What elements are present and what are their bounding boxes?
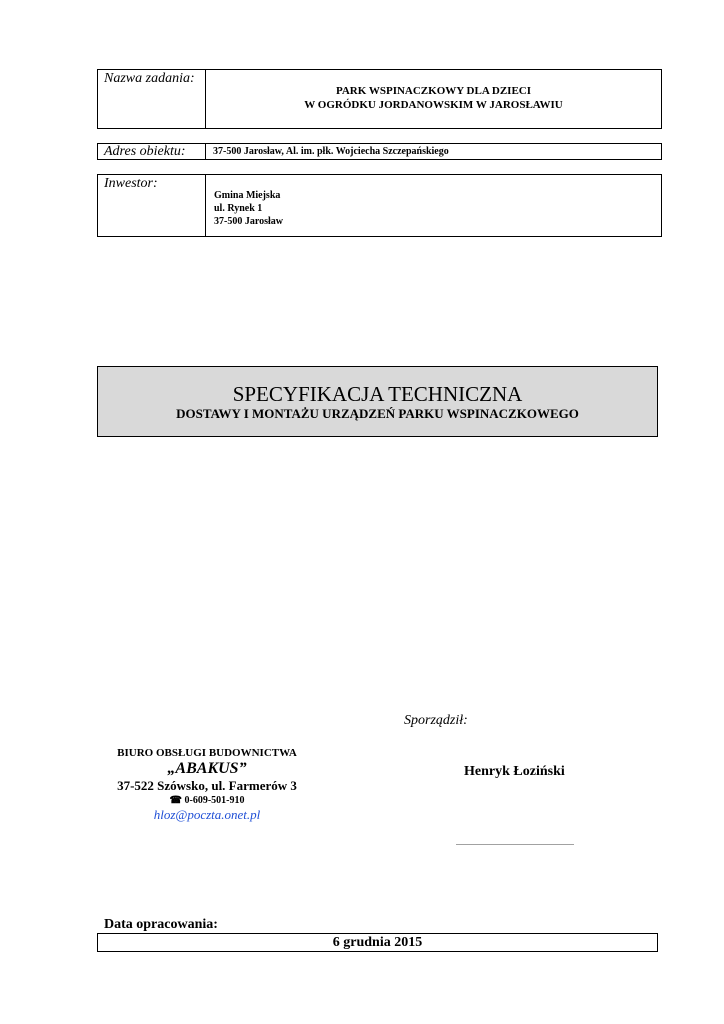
spec-subtitle: DOSTAWY I MONTAŻU URZĄDZEŃ PARKU WSPINACZKOWEGO <box>176 406 579 421</box>
address-label: Adres obiektu: <box>98 144 206 159</box>
date-label: Data opracowania: <box>104 917 218 932</box>
office-block <box>92 746 322 823</box>
date-value: 6 grudnia 2015 <box>332 935 423 950</box>
signature-line: ........................................................... <box>456 838 574 847</box>
task-line-1: PARK WSPINACZKOWY DLA DZIECI <box>335 85 532 97</box>
office-phone: 0-609-501-910 <box>184 795 245 806</box>
investor-line-2: ul. Rynek 1 <box>214 203 263 214</box>
task-label: Nazwa zadania: <box>98 70 206 128</box>
investor-box <box>97 174 662 237</box>
office-phone-row <box>92 794 322 807</box>
spec-box <box>97 366 658 437</box>
address-box <box>97 143 662 160</box>
date-box <box>97 933 658 952</box>
task-box <box>97 69 662 129</box>
address-value: 37-500 Jarosław, Al. im. płk. Wojciecha Szczepańskiego <box>213 146 449 157</box>
task-value <box>206 70 661 128</box>
investor-label: Inwestor: <box>98 175 206 236</box>
prepared-label: Sporządził: <box>404 713 468 728</box>
office-email[interactable]: hloz@poczta.onet.pl <box>153 807 261 822</box>
spec-title: SPECYFIKACJA TECHNICZNA <box>232 382 523 406</box>
task-line-2: W OGRÓDKU JORDANOWSKIM W JAROSŁAWIU <box>304 99 563 111</box>
investor-line-1: Gmina Miejska <box>214 190 281 201</box>
investor-value <box>206 175 661 236</box>
investor-line-3: 37-500 Jarosław <box>214 216 283 227</box>
office-line-1: BIURO OBSŁUGI BUDOWNICTWA <box>117 747 297 759</box>
prepared-name: Henryk Łoziński <box>464 764 565 779</box>
phone-icon: ☎ <box>169 795 182 806</box>
office-address: 37-522 Szówsko, ul. Farmerów 3 <box>117 778 297 793</box>
office-name: „ABAKUS” <box>167 760 247 777</box>
